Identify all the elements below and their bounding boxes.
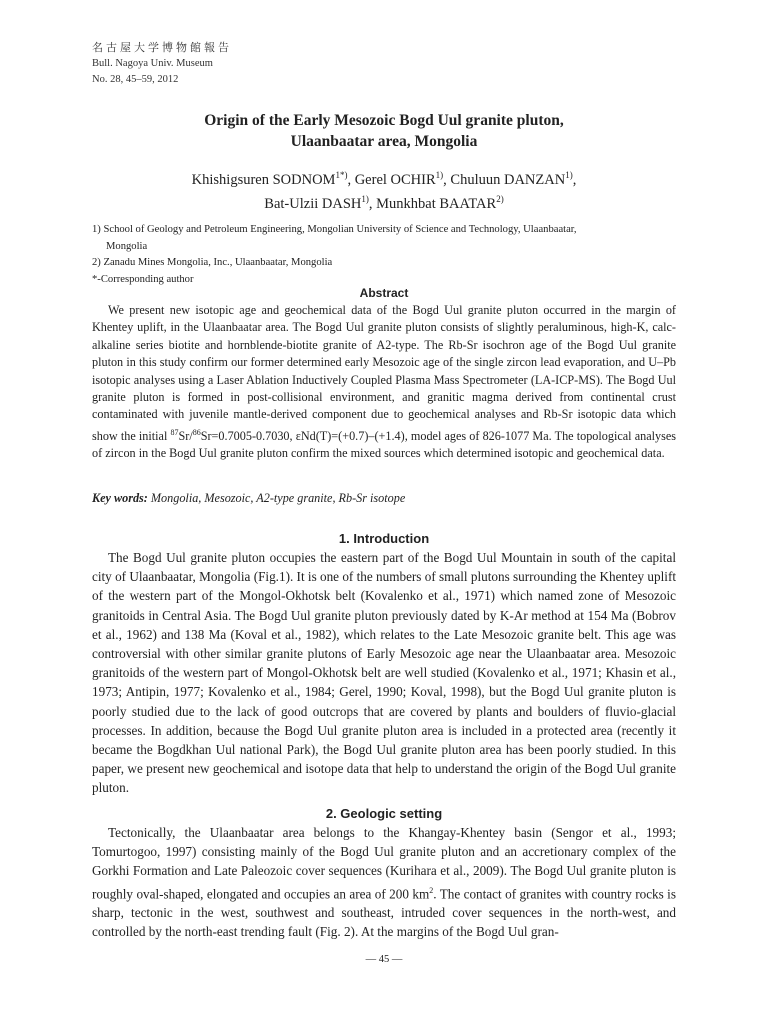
paragraph	[92, 823, 676, 942]
keywords-label: Key words:	[92, 491, 148, 505]
author-name: , Gerel OCHIR	[347, 171, 436, 188]
author-name: Khishigsuren SODNOM	[191, 171, 336, 188]
abstract-paragraph	[92, 302, 676, 463]
abstract-heading: Abstract	[359, 286, 409, 300]
title-line-1: Origin of the Early Mesozoic Bogd Uul granite pluton,	[204, 112, 564, 129]
journal-title-japanese: 名古屋大学博物館報告	[92, 41, 232, 54]
author-affil-mark: 2)	[496, 193, 504, 204]
keywords	[92, 491, 676, 506]
author-list	[92, 166, 676, 214]
author-name: , Chuluun DANZAN	[443, 171, 566, 188]
section-heading-geologic-setting: 2. Geologic setting	[325, 806, 443, 821]
journal-name: Bull. Nagoya Univ. Museum	[92, 58, 213, 69]
paragraph: The Bogd Uul granite pluton occupies the eastern part of the Bogd Uul Mountain in south of the capital city of Ulaanbaatar, Mongolia (Fig.1). It is one of the numbers of small plutons surrounding the Khentey uplift of the western part of the Mongol-Okhotsk belt (Kovalenko et al., 1971) which named zone of Mesozoic granitoids in Central Asia. The Bogd Uul granite pluton previously dated by K-Ar method at 154 Ma (Bobrov et al., 1962) and 138 Ma (Koval et al., 1982), which relates to the Late Mesozoic granite belt. This age was controversial with other similar granite plutons of Early Mesozoic age near the Ulaanbaatar area. Mesozoic granitoids of the western part of Mongol-Okhotsk belt are well studied (Kovalenko et al., 1971; Khasin et al., 1973; Antipin, 1977; Kovalenko et al., 1984; Gerel, 1990; Koval, 1998), but the Bogd Uul granite pluton is poorly studied due to the lack of good outcrops that are covered by plants and boulders of fluvio-glacial processes. In addition, because the Bogd Uul granite pluton area is included in a protected area (recently it became the Bogdkhan Uul national Park), the Bogd Uul granite pluton area has been poorly studied. In this paper, we present new geochemical and isotope data that help to understand the origin of the Bogd Uul granite pluton.	[92, 550, 677, 796]
title-line-2: Ulaanbaatar area, Mongolia	[290, 133, 478, 150]
paragraph-text: Tectonically, the Ulaanbaatar area belongs to the Khangay-Khentey basin (Sengor et al., 1993; Tomurtogoo, 1997) consisting mainly of the Bogd Uul granite pluton and an accretionary complex of the Gorkhi Formation and Late Paleozoic cover sequences (Kurihara et al., 2009). The Bogd Uul granite pluton is roughly oval-shaped, elongated and occupies an area of 200 km	[92, 825, 676, 901]
page-number: — 45 —	[365, 954, 403, 965]
journal-header	[92, 40, 232, 88]
affiliations	[92, 222, 676, 288]
section-heading-introduction: 1. Introduction	[338, 531, 430, 546]
unit-superscript: 2	[429, 885, 434, 895]
abstract-text: Sr=0.7005-0.7030, εNd(T)=(+0.7)–(+1.4), model ages of 826-1077 Ma. The topological analyses of zircon in the Bogd Uul granite pluton confirm the mixed sources which determined isotopic and geochemical data.	[92, 428, 676, 461]
author-line-1	[92, 166, 676, 190]
author-affil-mark: 1)	[435, 170, 444, 180]
author-separator: ,	[572, 171, 577, 188]
section-body-introduction	[92, 548, 676, 798]
author-line-2	[92, 190, 676, 214]
isotope-superscript: 86	[192, 427, 201, 437]
author-affil-mark: 1)	[361, 193, 369, 204]
abstract-text: We present new isotopic age and geochemical data of the Bogd Uul granite pluton occurred in the margin of Khentey uplift, in the Ulaanbaatar area. The Bogd Uul granite pluton consists of slightly peraluminous, high-K, calc-alkaline series biotite and hornblende-biotite granite of A2-type. The Rb-Sr isochron age of the Bogd Uul granite pluton in this study confirm our former determined early Mesozoic age of the single zircon lead evaporation, and U–Pb isotopic analyses using a Laser Ablation Inductively Coupled Plasma Mass Spectrometer (LA-ICP-MS). The Bogd Uul granite pluton is formed in post-collisional environment, and granitic magma derived from continental crust contaminated with juvenile mantle-derived component due to geochemical analyses and Rb-Sr isotopic data which show the initial	[92, 303, 676, 443]
author-affil-mark: 1*)	[335, 170, 348, 180]
isotope-superscript: 87	[170, 427, 179, 437]
keywords-text: Mongolia, Mesozoic, A2-type granite, Rb-Sr isotope	[147, 491, 406, 505]
author-affil-mark: 1)	[565, 170, 573, 180]
paper-title	[92, 110, 676, 152]
affiliation-2: 2) Zanadu Mines Mongolia, Inc., Ulaanbaatar, Mongolia	[92, 257, 333, 268]
affiliation-1: 1) School of Geology and Petroleum Engineering, Mongolian University of Science and Technology, Ulaanbaatar,	[92, 224, 577, 235]
author-name: , Munkhbat BAATAR	[368, 195, 497, 212]
abstract-text: Sr/	[178, 428, 193, 443]
affiliation-1-cont: Mongolia	[106, 240, 148, 252]
paragraph-text: . The contact of granites with country rocks is sharp, tectonic in the west, southwest and southeast, intruded cover sequences in the north-west, and controlled by the north-east trending fault (Fig. 2). At the margins of the Bogd Uul gran-	[92, 886, 676, 940]
section-body-geologic-setting	[92, 823, 676, 942]
abstract-body	[92, 302, 676, 463]
journal-issue: No. 28, 45–59, 2012	[92, 74, 179, 85]
corresponding-author-note: *-Corresponding author	[92, 273, 194, 285]
author-name: Bat-Ulzii DASH	[264, 195, 362, 212]
